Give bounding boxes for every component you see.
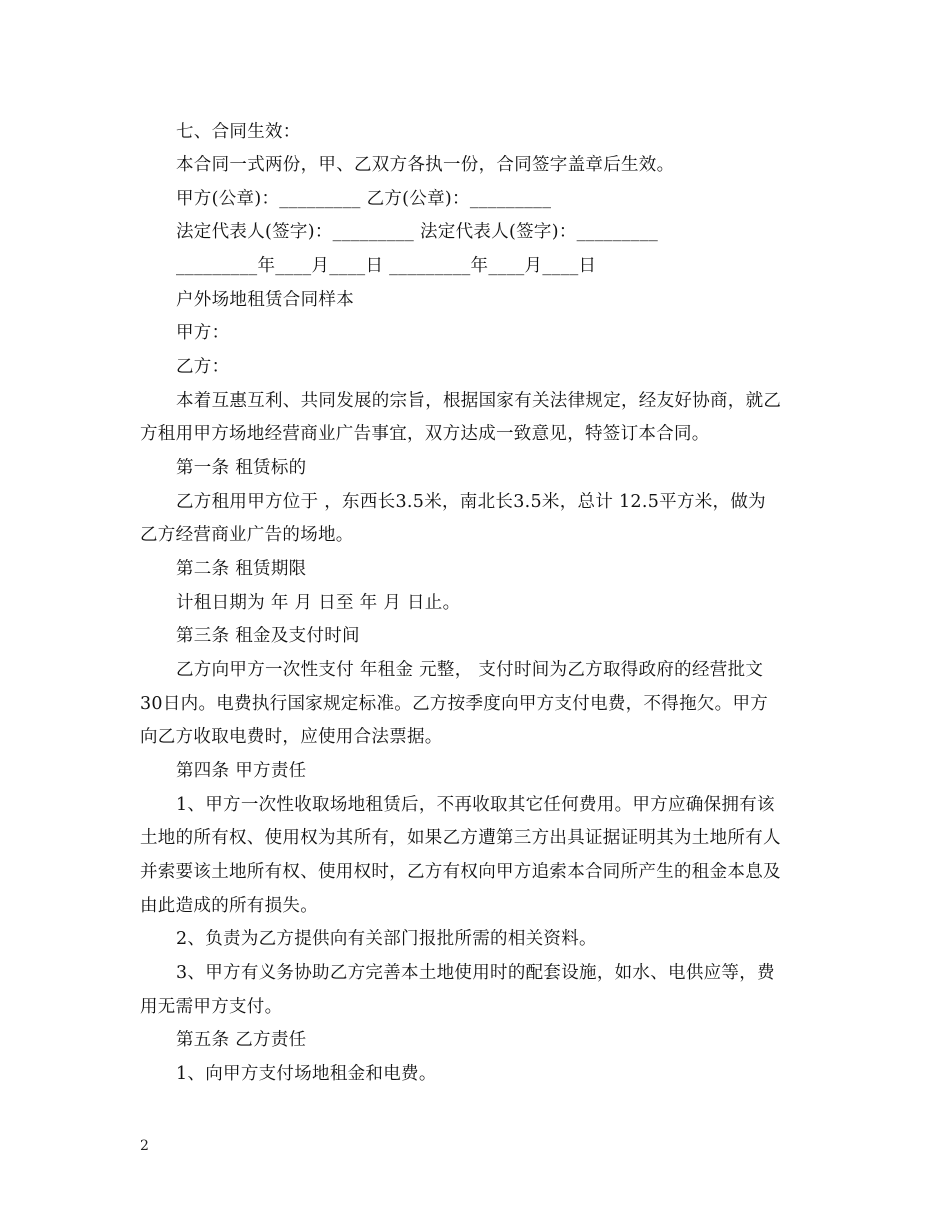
text-line: 乙方向甲方一次性支付 年租金 元整， 支付时间为乙方取得政府的经营批文: [176, 660, 764, 680]
text-line: 2、负责为乙方提供向有关部门报批所需的相关资料。: [176, 929, 597, 949]
article-heading: 第二条 租赁期限: [176, 559, 307, 579]
text-line: 乙方：: [176, 357, 230, 377]
article-heading: 第五条 乙方责任: [176, 1030, 307, 1050]
section-title: 户外场地租赁合同样本: [176, 290, 354, 310]
article-heading: 第三条 租金及支付时间: [176, 626, 360, 646]
text-line: 乙方经营商业广告的场地。: [140, 525, 354, 545]
text-line: 乙方租用甲方位于 ，东西长3.5米，南北长3.5米，总计 12.5平方米，做为: [176, 492, 766, 512]
text-line: 由此造成的所有损失。: [140, 896, 318, 916]
text-line: 3、甲方有义务协助乙方完善本土地使用时的配套设施，如水、电供应等，费: [176, 963, 775, 983]
article-heading: 第四条 甲方责任: [176, 761, 307, 781]
text-line: 七、合同生效：: [176, 122, 301, 142]
text-line: 计租日期为 年 月 日至 年 月 日止。: [176, 593, 461, 613]
text-line: 向乙方收取电费时，应使用合法票据。: [140, 727, 443, 747]
text-line: 30日内。电费执行国家规定标准。乙方按季度向甲方支付电费，不得拖欠。甲方: [140, 694, 769, 714]
text-line: 1、甲方一次性收取场地租赁后，不再收取其它任何费用。甲方应确保拥有该: [176, 795, 775, 815]
text-line: 本合同一式两份，甲、乙双方各执一份，合同签字盖章后生效。: [176, 155, 675, 175]
page-number: 2: [140, 1138, 149, 1154]
text-line: _________年____月____日 _________年____月____日: [176, 256, 597, 276]
text-line: 本着互惠互利、共同发展的宗旨，根据国家有关法律规定，经友好协商，就乙: [176, 391, 782, 411]
text-line: 方租用甲方场地经营商业广告事宜，双方达成一致意见，特签订本合同。: [140, 424, 710, 444]
text-line: 1、向甲方支付场地租金和电费。: [176, 1064, 437, 1084]
article-heading: 第一条 租赁标的: [176, 458, 307, 478]
text-line: 土地的所有权、使用权为其所有，如果乙方遭第三方出具证据证明其为土地所有人: [140, 828, 781, 848]
text-line: 用无需甲方支付。: [140, 997, 283, 1017]
text-line: 甲方(公章)：_________ 乙方(公章)：_________: [176, 189, 552, 209]
text-line: 并索要该土地所有权、使用权时，乙方有权向甲方追索本合同所产生的租金本息及: [140, 862, 781, 882]
text-line: 甲方：: [176, 323, 230, 343]
text-line: 法定代表人(签字)：_________ 法定代表人(签字)：_________: [176, 222, 659, 242]
